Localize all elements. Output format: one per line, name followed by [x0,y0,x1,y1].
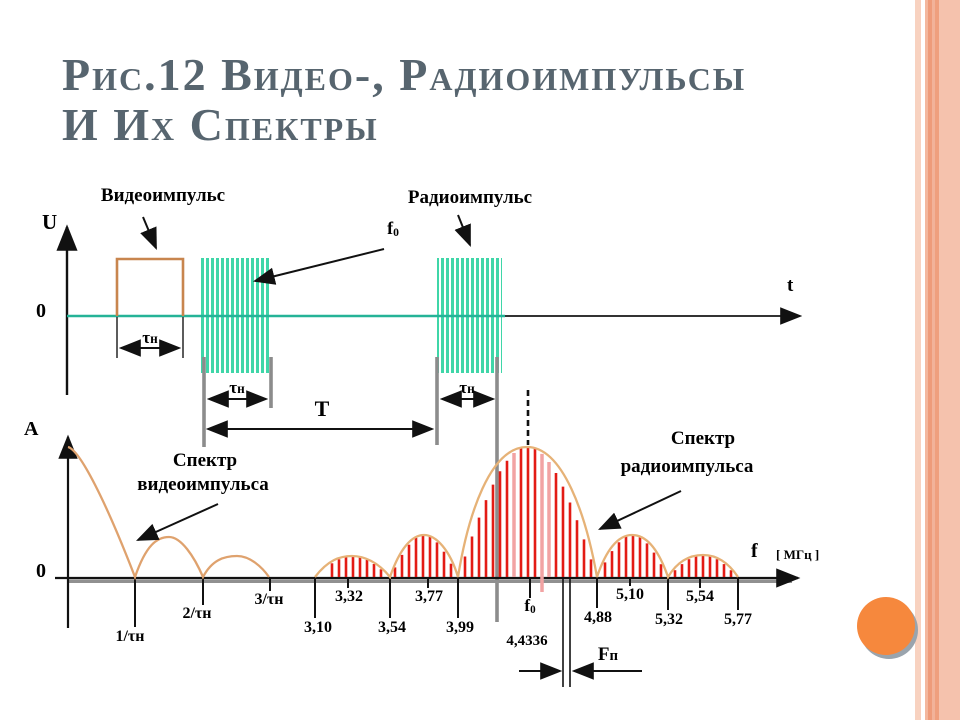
radio-spectrum-label-2: радиоимпульса [620,456,754,477]
origin-label-bottom: 0 [36,560,46,582]
t-axis-label: t [787,275,794,296]
tick-label: 2/τн [182,605,212,622]
tick-label: 5,54 [686,588,714,605]
tick-label: 5,32 [655,611,683,628]
video-pulse-rect [117,259,183,316]
tau-label-burst1: τн [229,378,245,397]
tick-label: 3,77 [415,588,443,605]
slide-title [62,50,746,150]
f0-tick-label: f0 [524,596,536,616]
right-border-stripes [915,0,960,720]
f-axis-label: f [751,540,758,562]
video-spectrum-label-1: Спектр [172,450,238,471]
video-pulse-label: Видеоимпульс [100,185,226,206]
a-axis-label: A [24,418,39,440]
tick-label: 3/τн [254,591,284,608]
origin-label-top: 0 [36,300,46,322]
tick-label: 5,10 [616,586,644,603]
tau-label-burst2: τн [459,378,475,397]
tick-label: 5,77 [724,611,752,628]
orange-circle-decoration [857,597,915,655]
u-axis-label: U [42,210,58,234]
f0-value-label: 4,4336 [506,633,548,649]
slide-title-line1: Рис.12 Видео-, Радиоимпульсы [62,49,747,100]
tick-label: 3,99 [446,619,474,636]
tick-label: 3,32 [335,588,363,605]
tick-label: 4,88 [584,609,612,626]
tick-label: 3,54 [378,619,406,636]
carrier-f0-label: f0 [387,218,399,240]
radio-pulse-label: Радиоимпульс [407,187,533,208]
tick-label: 3,10 [304,619,332,636]
tau-label-video: τн [142,328,158,347]
period-T-label: T [314,396,330,421]
video-spectrum-envelope [68,447,269,577]
slide-title-line2: И Их Спектры [62,99,379,150]
axis-shadow [68,580,792,584]
radio-spectrum-label-1: Спектр [670,428,736,449]
pointer-arrows-bottom [138,491,681,540]
pointer-arrows-top [143,215,470,281]
video-spectrum-label-2: видеоимпульса [137,474,269,495]
tick-label: 1/τн [115,628,145,645]
prf-label: Fп [597,644,619,665]
f-axis-unit: [ МГц ] [776,547,820,562]
